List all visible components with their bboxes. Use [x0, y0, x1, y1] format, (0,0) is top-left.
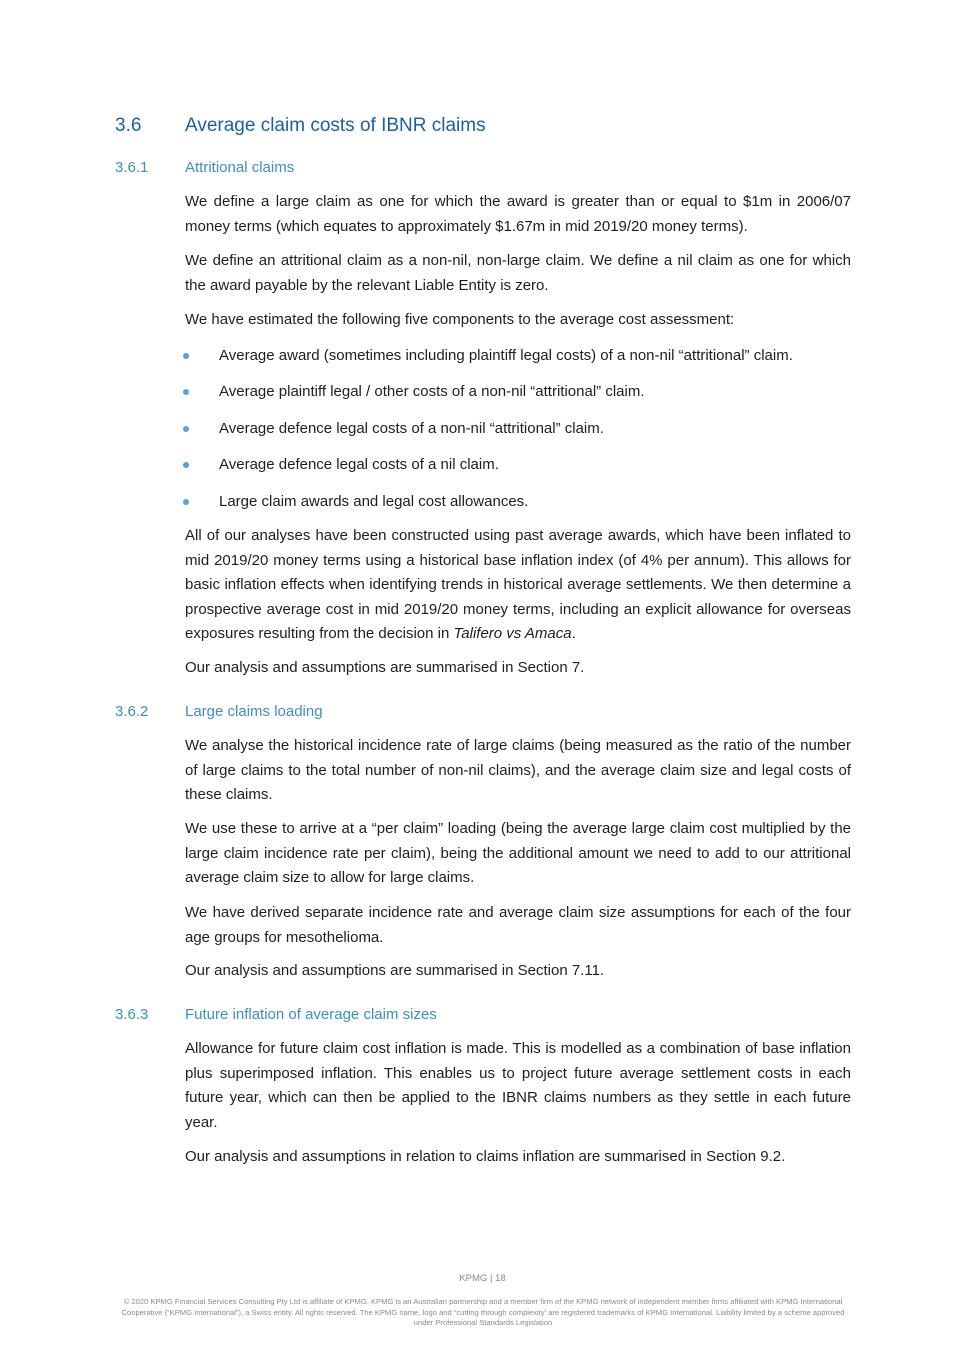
subsection-number: 3.6.1: [115, 159, 149, 176]
section-heading: [115, 115, 486, 137]
analyses-text: All of our analyses have been constructed using past average awards, which have been inflated to mid 2019/20 money terms using a historical base inflation index (of 4% per annum). This allows for basic inflation effects when identifying trends in historical average settlements. We then determine a prospective average cost in mid 2019/20 money terms, including an explicit allowance for overseas exposures resulting from the decision in: [185, 527, 851, 642]
paragraph-future-inflation: Allowance for future claim cost inflation is made. This is modelled as a combination of base inflation plus superimposed inflation. This enables us to project future average settlement costs in each future year, which can then be applied to the IBNR claims numbers as they settle in each future year.: [185, 1040, 851, 1131]
bullet-text: Average defence legal costs of a nil claim.: [219, 456, 499, 473]
subsection-number: 3.6.2: [115, 703, 149, 720]
bullet-icon: [183, 353, 189, 359]
paragraph-attritional-definition: We define an attritional claim as a non-nil, non-large claim. We define a nil claim as one for which the award payable by the relevant Liable Entity is zero.: [185, 252, 851, 294]
bullet-text: Average plaintiff legal / other costs of a non-nil “attritional” claim.: [219, 383, 645, 400]
paragraph-components-intro: We have estimated the following five components to the average cost assessment:: [185, 311, 735, 328]
bullet-text: Large claim awards and legal cost allowances.: [219, 493, 529, 510]
paragraph-summary-section-7-11: Our analysis and assumptions are summarised in Section 7.11.: [185, 962, 605, 979]
bullet-icon: [183, 462, 189, 468]
paragraph-analyses-method: [185, 524, 851, 647]
paragraph-per-claim-loading: We use these to arrive at a “per claim” loading (being the average large claim cost multiplied by the large claim incidence rate per claim), being the additional amount we need to add to our attritional average claim size to allow for large claims.: [185, 820, 851, 886]
subsection-heading-future-inflation: [115, 1006, 437, 1023]
subsection-number: 3.6.3: [115, 1006, 149, 1023]
subsection-title: Large claims loading: [185, 703, 323, 720]
section-title: Average claim costs of IBNR claims: [185, 115, 486, 136]
case-name: Talifero vs Amaca: [453, 625, 572, 642]
paragraph-large-claim-definition: We define a large claim as one for which the award is greater than or equal to $1m in 2006/07 money terms (which equates to approximately $1.67m in mid 2019/20 money terms).: [185, 193, 851, 235]
bullet-icon: [183, 426, 189, 432]
paragraph-summary-section-9-2: Our analysis and assumptions in relation to claims inflation are summarised in Section 9.2.: [185, 1148, 786, 1165]
legal-disclaimer: © 2020 KPMG Financial Services Consulting Pty Ltd is affiliate of KPMG. KPMG is an Australian partnership and a member firm of the KPMG network of independent member firms affiliated with KPMG International Cooperative (“KPMG International”), a Swiss entity. All rights reserved. The KPMG name, logo and “cutting through complexity' are registered trademarks of KPMG International. Liability limited by a scheme approved under Professional Standards Legislation: [121, 1297, 845, 1327]
bullet-text: Average defence legal costs of a non-nil “attritional” claim.: [219, 420, 604, 437]
subsection-heading-attritional: [115, 159, 294, 176]
paragraph-summary-section-7: Our analysis and assumptions are summarised in Section 7.: [185, 659, 585, 676]
page-number: KPMG | 18: [459, 1273, 506, 1284]
bullet-icon: [183, 389, 189, 395]
bullet-icon: [183, 499, 189, 505]
paragraph-age-groups: We have derived separate incidence rate and average claim size assumptions for each of the four age groups for mesothelioma.: [185, 904, 851, 946]
subsection-title: Future inflation of average claim sizes: [185, 1006, 437, 1023]
bullet-text: Average award (sometimes including plaintiff legal costs) of a non-nil “attritional” claim.: [219, 347, 793, 364]
paragraph-incidence-rate: We analyse the historical incidence rate of large claims (being measured as the ratio of the number of large claims to the total number of non-nil claims), and the average claim size and legal costs of these claims.: [185, 737, 851, 803]
section-number: 3.6: [115, 115, 142, 136]
subsection-heading-large-claims: [115, 703, 323, 720]
analyses-end: .: [571, 625, 576, 642]
subsection-title: Attritional claims: [185, 159, 295, 176]
